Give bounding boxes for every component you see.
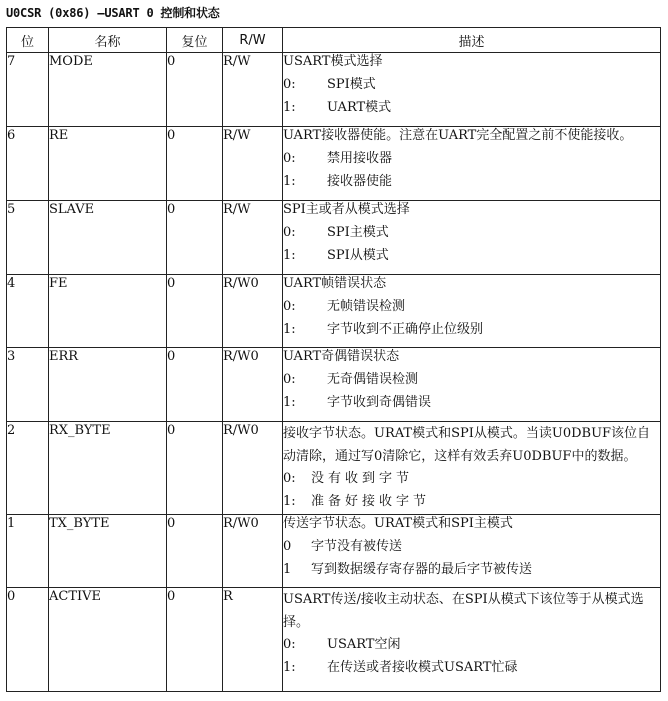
option-value: 字节收到奇偶错误 [327,395,432,410]
option-key: 0: [283,77,296,92]
header-rw: R/W [223,28,283,53]
name-cell: RE [49,127,167,201]
rw-cell: R/W [223,201,283,275]
table-row [7,53,661,127]
description-cell [283,515,661,588]
table-row [7,201,661,275]
table-row [7,127,661,201]
option-value: USART空闲 [327,637,401,652]
rw-cell: R/W [223,53,283,127]
option-line [283,150,660,168]
option-key: 0: [283,637,296,652]
option-key: 1: [283,395,296,410]
option-line [283,561,660,579]
rw-cell: R [223,588,283,692]
table-caption: U0CSR (0x86) –USART 0 控制和状态 [6,6,220,20]
bit-cell: 6 [7,127,49,201]
option-value: 禁用接收器 [327,151,393,166]
option-key: 1: [283,100,296,115]
option-line [283,76,660,94]
description-text: USART传送/接收主动状态、在SPI从模式下该位等于从模式选择。 [283,592,644,630]
option-value: 无奇偶错误检测 [327,372,419,387]
description-text: 接收字节状态。URAT模式和SPI从模式。当读U0DBUF该位自动清除，通过写0清除它，这样有效丢弃U0DBUF中的数据。 [283,426,651,464]
option-value: 字节收到不正确停止位级别 [327,322,484,337]
option-key: 1: [283,248,296,263]
reset-cell: 0 [167,127,223,201]
description-cell [283,127,661,201]
name-cell: RX_BYTE [49,422,167,515]
option-value: 准备好接收字节 [311,494,431,509]
description-text: USART模式选择 [283,54,383,69]
bit-cell: 3 [7,348,49,422]
option-value: 字节没有被传送 [311,539,403,554]
option-value: 在传送或者接收模式USART忙碌 [327,660,518,675]
option-line [283,493,660,511]
bit-cell: 4 [7,275,49,348]
rw-cell: R/W [223,127,283,201]
table-row [7,422,661,515]
option-line [283,371,660,389]
option-value: SPI从模式 [327,248,389,263]
option-key: 1 [283,562,292,577]
option-value: SPI主模式 [327,225,389,240]
name-cell: ACTIVE [49,588,167,692]
option-key: 0 [283,539,292,554]
option-value: 没有收到字节 [311,471,414,486]
option-line [283,173,660,191]
description-text: UART接收器使能。注意在UART完全配置之前不使能接收。 [283,128,633,143]
option-value: 无帧错误检测 [327,299,406,314]
option-value: SPI模式 [327,77,376,92]
option-line [283,659,660,677]
rw-cell: R/W0 [223,422,283,515]
name-cell: SLAVE [49,201,167,275]
option-key: 0: [283,372,296,387]
option-line [283,394,660,412]
option-line [283,224,660,242]
description-cell [283,201,661,275]
option-key: 0: [283,471,296,486]
option-value: 写到数据缓存寄存器的最后字节被传送 [311,562,533,577]
description-text: 传送字节状态。URAT模式和SPI主模式 [283,516,513,531]
bit-cell: 7 [7,53,49,127]
header-bit: 位 [7,28,49,53]
option-line [283,321,660,339]
option-key: 1: [283,322,296,337]
option-value: 接收器使能 [327,174,393,189]
option-line [283,247,660,265]
description-cell [283,275,661,348]
reset-cell: 0 [167,588,223,692]
description-cell [283,422,661,515]
reset-cell: 0 [167,515,223,588]
bit-cell: 5 [7,201,49,275]
table-row [7,348,661,422]
description-text: UART帧错误状态 [283,276,387,291]
register-table [6,27,661,692]
table-row [7,588,661,692]
reset-cell: 0 [167,275,223,348]
bit-cell: 2 [7,422,49,515]
name-cell: MODE [49,53,167,127]
header-description: 描述 [283,28,661,53]
option-key: 0: [283,299,296,314]
description-text: UART奇偶错误状态 [283,349,400,364]
option-value: UART模式 [327,100,392,115]
option-key: 1: [283,660,296,675]
description-cell [283,348,661,422]
reset-cell: 0 [167,348,223,422]
table-row [7,515,661,588]
reset-cell: 0 [167,53,223,127]
rw-cell: R/W0 [223,275,283,348]
table-header-row [7,28,661,53]
name-cell: TX_BYTE [49,515,167,588]
rw-cell: R/W0 [223,348,283,422]
bit-cell: 0 [7,588,49,692]
option-line [283,538,660,556]
header-name: 名称 [49,28,167,53]
option-line [283,99,660,117]
description-cell [283,588,661,692]
option-line [283,470,660,488]
reset-cell: 0 [167,422,223,515]
option-key: 1: [283,174,296,189]
header-reset: 复位 [167,28,223,53]
option-key: 1: [283,494,296,509]
description-cell [283,53,661,127]
bit-cell: 1 [7,515,49,588]
option-key: 0: [283,225,296,240]
option-line [283,636,660,654]
description-text: SPI主或者从模式选择 [283,202,410,217]
name-cell: ERR [49,348,167,422]
rw-cell: R/W0 [223,515,283,588]
name-cell: FE [49,275,167,348]
option-key: 0: [283,151,296,166]
reset-cell: 0 [167,201,223,275]
table-row [7,275,661,348]
option-line [283,298,660,316]
